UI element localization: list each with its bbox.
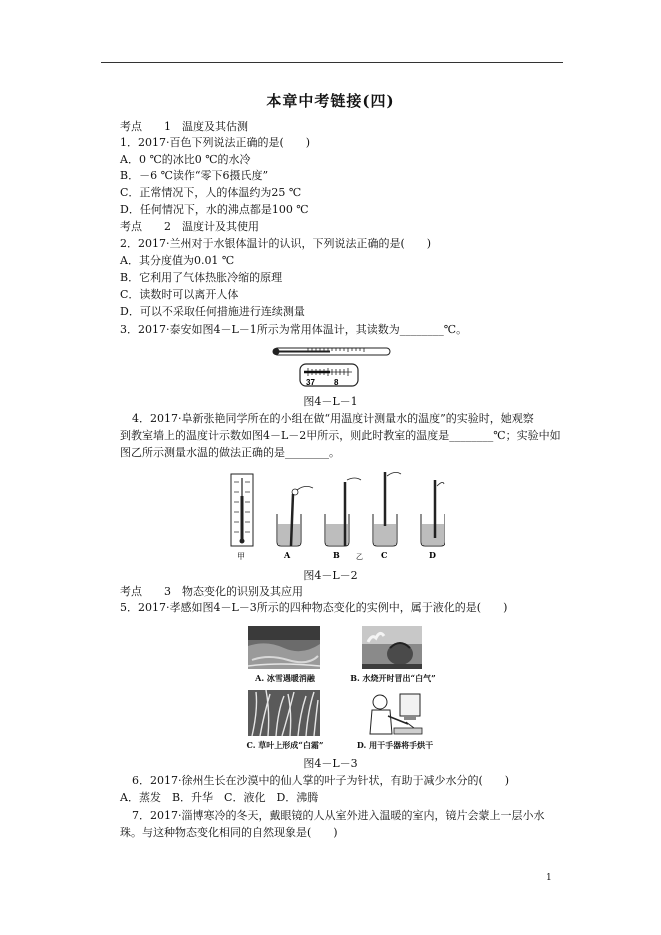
label-jia: 甲 xyxy=(237,552,245,561)
q2-option-c: C．读数时可以离开人体 xyxy=(120,288,239,301)
page-title: 本章中考链接(四) xyxy=(266,92,395,110)
q6-options: A．蒸发 B．升华 C．液化 D．沸腾 xyxy=(120,791,319,804)
q2-option-a: A．其分度值为0.01 ℃ xyxy=(120,254,235,267)
figure-caption-3: 图4－L－3 xyxy=(303,757,358,770)
section-heading-1: 考点 1 温度及其估测 xyxy=(120,120,248,133)
q2-option-d: D．可以不采取任何措施进行连续测量 xyxy=(120,305,305,318)
question-4-line-2: 到教室墙上的温度计示数如图4－L－2甲所示，则此时教室的温度是________℃；实验中如 xyxy=(120,429,561,442)
figure-caption-1: 图4－L－1 xyxy=(303,395,358,408)
beaker-label-b: B xyxy=(333,550,340,560)
photo-frost-grass xyxy=(248,690,320,736)
thermometer-beakers-figure xyxy=(225,466,445,564)
question-3: 3．2017·泰安如图4－L－1所示为常用体温计，其读数为________℃。 xyxy=(120,323,468,336)
question-4-line-3: 图乙所示测量水温的做法正确的是________。 xyxy=(120,446,340,459)
photo-caption-d: D. 用干手器将手烘干 xyxy=(356,740,434,750)
q2-option-b: B．它利用了气体热胀冷缩的原理 xyxy=(120,271,283,284)
q1-option-c: C．正常情况下，人的体温约为25 ℃ xyxy=(120,186,302,199)
page-number: 1 xyxy=(546,873,552,883)
section-heading-3: 考点 3 物态变化的识别及其应用 xyxy=(120,585,303,598)
question-5: 5．2017·孝感如图4－L－3所示的四种物态变化的实例中，属于液化的是( ) xyxy=(120,601,508,614)
photo-hand-dryer xyxy=(364,690,424,736)
question-6: 6．2017·徐州生长在沙漠中的仙人掌的叶子为针状，有助于减少水分的( ) xyxy=(132,774,510,787)
photo-boiling-kettle xyxy=(362,626,422,669)
photo-caption-b: B. 水烧开时冒出“白气” xyxy=(350,673,436,683)
photo-melting-snow xyxy=(248,626,320,669)
q1-option-b: B．－6 ℃读作“零下6摄氏度” xyxy=(120,169,269,182)
question-2: 2．2017·兰州对于水银体温计的认识，下列说法正确的是( ) xyxy=(120,237,432,250)
beaker-label-a: A xyxy=(284,550,291,560)
photo-caption-a: A. 冰雪遇暖消融 xyxy=(255,673,315,683)
header-rule xyxy=(101,62,563,63)
thermometer-scale-37: 37 xyxy=(306,378,315,387)
question-1: 1．2017·百色下列说法正确的是( ) xyxy=(120,136,311,149)
question-7-line-2: 珠。与这种物态变化相同的自然现象是( ) xyxy=(120,826,338,839)
q1-option-d: D．任何情况下，水的沸点都是100 ℃ xyxy=(120,203,309,216)
question-7-line-1: 7．2017·淄博寒冷的冬天，戴眼镜的人从室外进入温暖的室内，镜片会蒙上一层小水 xyxy=(132,809,545,822)
q1-option-a: A．0 ℃的冰比0 ℃的水冷 xyxy=(120,153,251,166)
section-heading-2: 考点 2 温度计及其使用 xyxy=(120,220,259,233)
label-yi: 乙 xyxy=(356,553,363,561)
clinical-thermometer-figure xyxy=(268,342,398,390)
beaker-label-c: C xyxy=(381,550,388,560)
figure-caption-2: 图4－L－2 xyxy=(303,569,358,582)
question-4-line-1: 4．2017·阜新张艳同学所在的小组在做“用温度计测量水的温度”的实验时，她观察 xyxy=(132,412,534,425)
thermometer-scale-8: 8 xyxy=(334,378,339,387)
beaker-label-d: D xyxy=(429,550,436,560)
photo-caption-c: C. 草叶上形成“白霜” xyxy=(246,740,324,750)
